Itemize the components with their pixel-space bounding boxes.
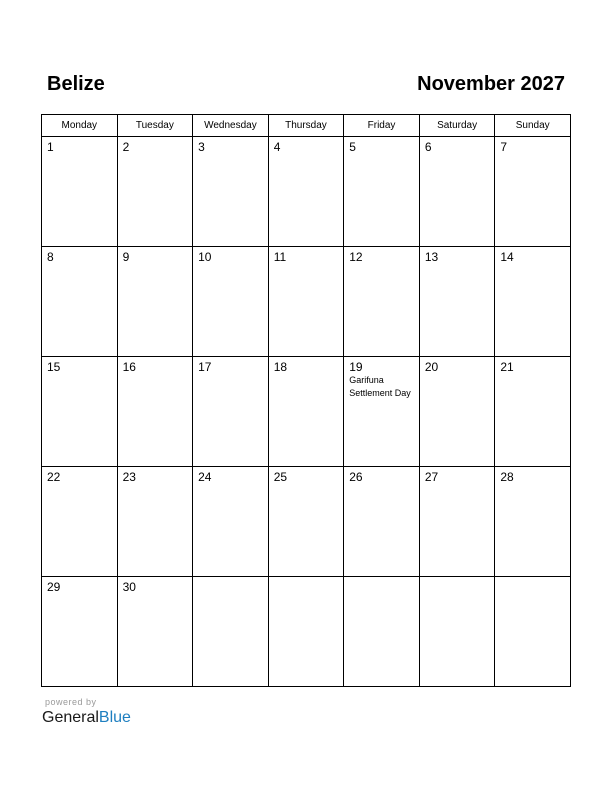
weekday-header: Sunday xyxy=(495,115,571,137)
holiday-label: Garifuna Settlement Day xyxy=(349,375,411,398)
weekday-header: Monday xyxy=(42,115,118,137)
day-cell xyxy=(193,247,269,357)
day-number: 13 xyxy=(424,250,439,264)
brand-blue-text: Blue xyxy=(98,709,131,726)
brand-general-text: General xyxy=(42,709,99,726)
day-cell xyxy=(268,137,344,247)
day-cell xyxy=(419,467,495,577)
day-cell xyxy=(344,247,420,357)
month-year-title: November 2027 xyxy=(417,73,565,95)
day-number: 18 xyxy=(273,360,288,374)
day-cell xyxy=(419,247,495,357)
powered-by-label: powered by xyxy=(45,697,97,707)
weekday-header: Wednesday xyxy=(193,115,269,137)
day-number: 3 xyxy=(198,140,205,154)
country-title: Belize xyxy=(47,73,105,95)
day-number: 10 xyxy=(198,250,212,264)
weekday-header: Saturday xyxy=(419,115,495,137)
day-number: 22 xyxy=(47,470,61,484)
day-cell xyxy=(42,357,118,467)
day-cell-empty xyxy=(193,577,269,687)
day-cell xyxy=(193,137,269,247)
week-row xyxy=(42,357,571,467)
day-cell xyxy=(268,247,344,357)
day-cell xyxy=(117,247,193,357)
day-number: 4 xyxy=(273,140,281,154)
day-number: 24 xyxy=(198,470,212,484)
day-number: 19 xyxy=(349,360,363,374)
day-cell xyxy=(495,247,571,357)
day-number: 8 xyxy=(47,250,54,264)
day-number: 2 xyxy=(122,140,130,154)
day-number: 7 xyxy=(500,140,508,154)
day-cell-empty xyxy=(268,577,344,687)
day-number: 11 xyxy=(273,250,287,264)
day-cell-empty xyxy=(495,577,571,687)
day-cell-holiday xyxy=(344,357,420,467)
weekday-header: Tuesday xyxy=(117,115,193,137)
day-cell xyxy=(42,577,118,687)
day-cell-empty xyxy=(419,577,495,687)
day-cell xyxy=(193,467,269,577)
day-cell xyxy=(495,467,571,577)
weekday-header: Friday xyxy=(344,115,420,137)
week-row xyxy=(42,247,571,357)
weekday-header: Thursday xyxy=(268,115,344,137)
day-cell xyxy=(42,247,118,357)
week-row xyxy=(42,467,571,577)
weekday-header-row xyxy=(42,115,571,137)
day-number: 5 xyxy=(349,140,356,154)
day-cell xyxy=(193,357,269,467)
day-cell xyxy=(419,137,495,247)
day-number: 9 xyxy=(122,250,130,264)
day-number: 23 xyxy=(122,470,136,484)
day-cell xyxy=(495,357,571,467)
day-cell xyxy=(42,137,118,247)
day-cell xyxy=(117,137,193,247)
day-cell xyxy=(117,467,193,577)
day-cell xyxy=(419,357,495,467)
day-cell xyxy=(42,467,118,577)
day-number: 26 xyxy=(349,470,363,484)
day-number: 21 xyxy=(500,360,514,374)
day-number: 14 xyxy=(500,250,514,264)
day-number: 20 xyxy=(424,360,439,374)
day-number: 1 xyxy=(47,140,54,154)
day-cell xyxy=(268,357,344,467)
day-cell xyxy=(268,467,344,577)
day-number: 28 xyxy=(500,470,514,484)
brand-logo[interactable] xyxy=(42,708,131,728)
day-number: 17 xyxy=(198,360,212,374)
day-cell xyxy=(117,357,193,467)
day-cell xyxy=(495,137,571,247)
week-row xyxy=(42,137,571,247)
day-number: 29 xyxy=(47,580,61,594)
day-number: 30 xyxy=(122,580,136,594)
calendar-grid xyxy=(41,114,571,687)
week-row xyxy=(42,577,571,687)
day-number: 25 xyxy=(273,470,288,484)
day-cell-empty xyxy=(344,577,420,687)
day-number: 15 xyxy=(47,360,61,374)
day-number: 16 xyxy=(122,360,136,374)
day-number: 27 xyxy=(424,470,439,484)
day-number: 12 xyxy=(349,250,363,264)
day-number: 6 xyxy=(424,140,432,154)
day-cell xyxy=(117,577,193,687)
day-cell xyxy=(344,467,420,577)
day-cell xyxy=(344,137,420,247)
